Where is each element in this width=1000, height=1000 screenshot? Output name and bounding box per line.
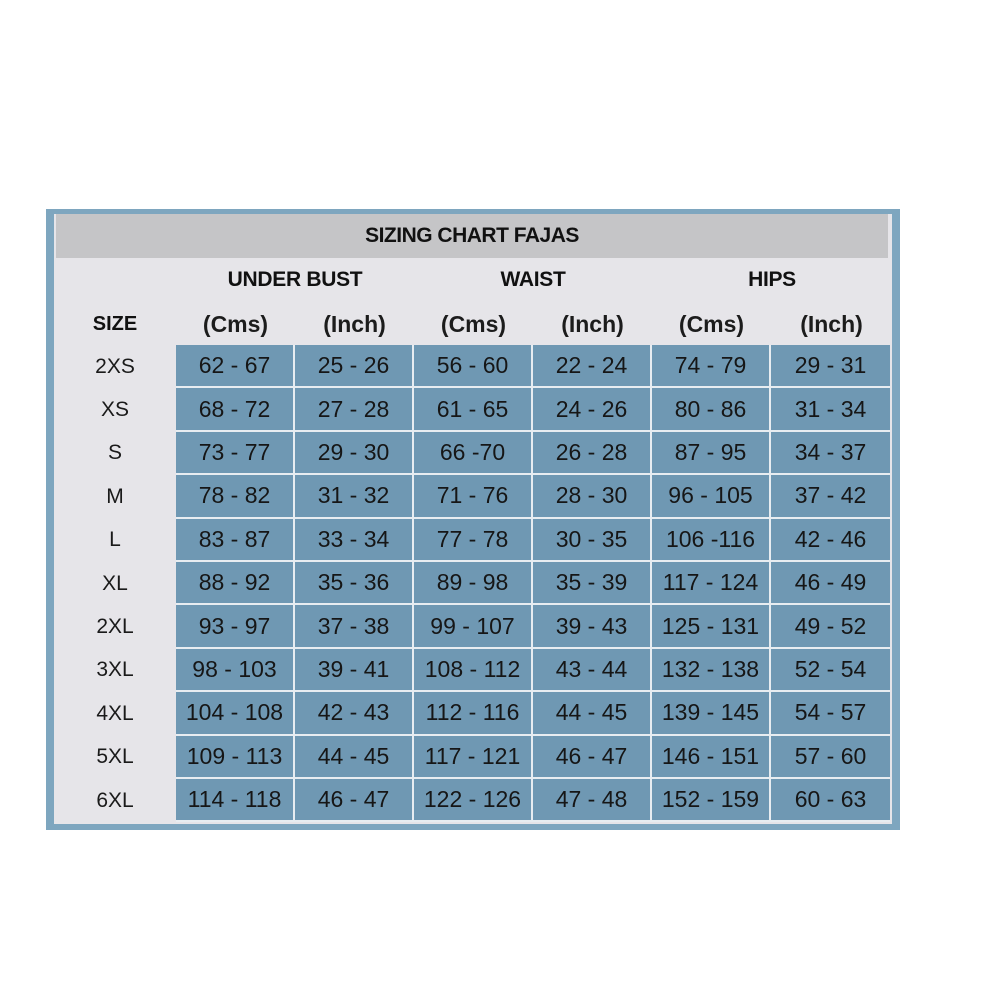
measurement-cell: 71 - 76 — [414, 475, 533, 518]
measurement-cell: 47 - 48 — [533, 779, 652, 822]
measurement-cell: 125 - 131 — [652, 605, 771, 648]
unit-header: (Inch) — [800, 310, 863, 337]
unit-header: (Inch) — [561, 310, 624, 337]
measurement-cell: 106 -116 — [652, 519, 771, 562]
measurement-cell: 117 - 124 — [652, 562, 771, 605]
unit-header-row — [54, 304, 892, 344]
measurement-cell: 57 - 60 — [771, 736, 890, 779]
measurement-cell: 35 - 36 — [295, 562, 414, 605]
measurement-cell: 26 - 28 — [533, 432, 652, 475]
table-row — [54, 605, 892, 648]
unit-header: (Inch) — [323, 310, 386, 337]
table-row — [54, 345, 892, 388]
unit-header: (Cms) — [202, 310, 269, 337]
measurement-cell: 49 - 52 — [771, 605, 890, 648]
measurement-cell: 31 - 32 — [295, 475, 414, 518]
measurement-cell: 78 - 82 — [176, 475, 295, 518]
size-label: 5XL — [96, 745, 134, 769]
measurement-cell: 37 - 38 — [295, 605, 414, 648]
table-row — [54, 649, 892, 692]
size-label: L — [109, 528, 121, 552]
group-under-bust: UNDER BUST — [227, 268, 363, 291]
table-row — [54, 692, 892, 735]
measurement-cell: 88 - 92 — [176, 562, 295, 605]
measurement-cell: 61 - 65 — [414, 388, 533, 431]
table-row — [54, 779, 892, 822]
sizing-chart — [54, 214, 892, 824]
size-label: M — [106, 484, 124, 508]
size-label: 2XS — [95, 354, 135, 378]
measurement-cell: 25 - 26 — [295, 345, 414, 388]
measurement-cell: 132 - 138 — [652, 649, 771, 692]
table-row — [54, 432, 892, 475]
measurement-cell: 29 - 30 — [295, 432, 414, 475]
chart-title: SIZING CHART FAJAS — [56, 214, 888, 258]
measurement-cell: 28 - 30 — [533, 475, 652, 518]
measurement-cell: 114 - 118 — [176, 779, 295, 822]
measurement-cell: 56 - 60 — [414, 345, 533, 388]
measurement-cell: 24 - 26 — [533, 388, 652, 431]
measurement-cell: 42 - 46 — [771, 519, 890, 562]
measurement-cell: 30 - 35 — [533, 519, 652, 562]
size-label: XL — [102, 571, 128, 595]
measurement-cell: 46 - 47 — [295, 779, 414, 822]
size-label: S — [107, 441, 122, 465]
group-waist: WAIST — [500, 268, 566, 291]
group-hips: HIPS — [748, 268, 796, 291]
measurement-cell: 68 - 72 — [176, 388, 295, 431]
measurement-cell: 117 - 121 — [414, 736, 533, 779]
measurement-cell: 99 - 107 — [414, 605, 533, 648]
measurement-cell: 146 - 151 — [652, 736, 771, 779]
measurement-cell: 83 - 87 — [176, 519, 295, 562]
measurement-cell: 98 - 103 — [176, 649, 295, 692]
measurement-cell: 42 - 43 — [295, 692, 414, 735]
measurement-cell: 66 -70 — [414, 432, 533, 475]
measurement-cell: 77 - 78 — [414, 519, 533, 562]
table-row — [54, 562, 892, 605]
table-row — [54, 519, 892, 562]
size-label: 2XL — [96, 615, 134, 639]
measurement-cell: 62 - 67 — [176, 345, 295, 388]
measurement-cell: 39 - 43 — [533, 605, 652, 648]
size-label: 6XL — [96, 788, 134, 812]
measurement-cell: 60 - 63 — [771, 779, 890, 822]
measurement-cell: 46 - 47 — [533, 736, 652, 779]
measurement-cell: 93 - 97 — [176, 605, 295, 648]
measurement-cell: 27 - 28 — [295, 388, 414, 431]
measurement-cell: 96 - 105 — [652, 475, 771, 518]
size-column-header: SIZE — [92, 312, 138, 335]
measurement-cell: 44 - 45 — [295, 736, 414, 779]
measurement-cell: 122 - 126 — [414, 779, 533, 822]
measurement-cell: 104 - 108 — [176, 692, 295, 735]
measurement-cell: 152 - 159 — [652, 779, 771, 822]
measurement-cell: 109 - 113 — [176, 736, 295, 779]
measurement-cell: 139 - 145 — [652, 692, 771, 735]
measurement-cell: 74 - 79 — [652, 345, 771, 388]
unit-header: (Cms) — [678, 310, 745, 337]
measurement-cell: 112 - 116 — [414, 692, 533, 735]
measurement-cell: 35 - 39 — [533, 562, 652, 605]
table-row — [54, 736, 892, 779]
measurement-cell: 46 - 49 — [771, 562, 890, 605]
size-table — [54, 345, 892, 822]
measurement-cell: 108 - 112 — [414, 649, 533, 692]
measurement-cell: 87 - 95 — [652, 432, 771, 475]
sizing-chart-frame — [46, 209, 900, 830]
measurement-cell: 34 - 37 — [771, 432, 890, 475]
table-row — [54, 475, 892, 518]
measurement-cell: 29 - 31 — [771, 345, 890, 388]
measurement-cell: 39 - 41 — [295, 649, 414, 692]
measurement-cell: 89 - 98 — [414, 562, 533, 605]
size-label: 4XL — [96, 701, 134, 725]
measurement-cell: 37 - 42 — [771, 475, 890, 518]
table-row — [54, 388, 892, 431]
measurement-cell: 52 - 54 — [771, 649, 890, 692]
measurement-cell: 31 - 34 — [771, 388, 890, 431]
measurement-cell: 22 - 24 — [533, 345, 652, 388]
size-label: 3XL — [96, 658, 134, 682]
measurement-cell: 54 - 57 — [771, 692, 890, 735]
measurement-cell: 44 - 45 — [533, 692, 652, 735]
measurement-cell: 43 - 44 — [533, 649, 652, 692]
measurement-cell: 33 - 34 — [295, 519, 414, 562]
measurement-cell: 73 - 77 — [176, 432, 295, 475]
unit-header: (Cms) — [440, 310, 507, 337]
size-label: XS — [100, 398, 129, 422]
measurement-cell: 80 - 86 — [652, 388, 771, 431]
